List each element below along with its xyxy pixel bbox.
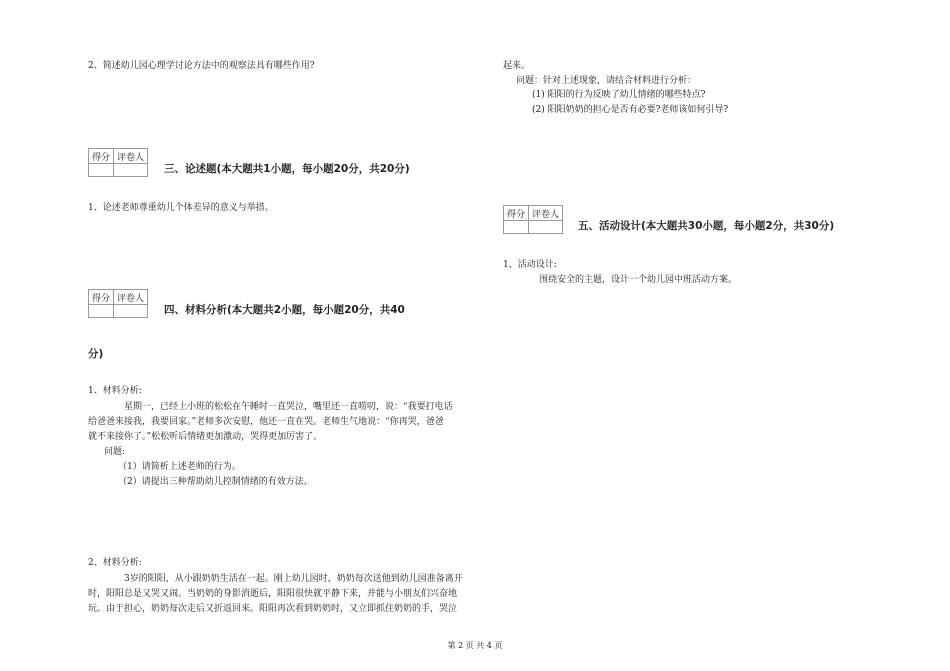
material1-paragraph-line3: 就不来接你了。”松松听后情绪更加激动，哭得更加厉害了。 [88,432,323,442]
score-label: 得分 [89,149,114,164]
score-box-section5 [503,205,563,234]
material2-label: 2、材料分析: [88,558,142,568]
score-label: 得分 [89,290,114,305]
score-label: 得分 [504,206,529,221]
score-box-section4 [88,289,148,318]
material1-question2: （2）请提出三种帮助幼儿控制情绪的有效方法。 [118,477,313,487]
section4-title-line1: 四、材料分析(本大题共2小题，每小题20分，共40 [164,304,405,316]
material1-paragraph-line1: 星期一，已经上小班的松松在午睡时一直哭泣，嘴里还一直唠叨，说：“我要打电话 [124,402,453,412]
material1-question1: （1）请简析上述老师的行为。 [118,462,241,472]
material2-paragraph-line3: 玩。由于担心，奶奶每次走后又折返回来。阳阳再次看到奶奶时，又立即抓住奶奶的手，哭泣 [88,604,458,614]
section5-question1-text: 围绕安全的主题，设计一个幼儿园中班活动方案。 [539,275,738,285]
grader-label: 评卷人 [114,290,148,305]
grader-label: 评卷人 [529,206,563,221]
page-number-footer: 第 2 页 共 4 页 [447,641,503,650]
grader-label: 评卷人 [114,149,148,164]
material1-label: 1、材料分析: [88,386,142,396]
section3-question1: 1、论述老师尊重幼儿个体差异的意义与举措。 [88,203,274,213]
section3-title: 三、论述题(本大题共1小题，每小题20分，共20分) [164,163,410,175]
question-observation: 2、简述幼儿园心理学讨论方法中的观察法具有哪些作用? [88,61,315,71]
section4-title-line2: 分) [88,348,104,360]
section5-title: 五、活动设计(本大题共30小题，每小题2分，共30分) [578,220,835,232]
material1-paragraph-line2: 给爸爸来接我，我要回家。”老师多次安慰，他还一直在哭。老师生气地说：“你再哭，爸爸 [88,417,444,427]
material2-question2: (2) 阳阳奶奶的担心是否有必要?老师该如何引导? [532,105,729,115]
material2-paragraph-line1: 3岁的阳阳，从小跟奶奶生活在一起。刚上幼儿园时，奶奶每次送他到幼儿园准备离开 [124,574,463,584]
material2-question-label: 问题：针对上述现象，请结合材料进行分析： [516,76,697,86]
material2-paragraph-line2: 时，阳阳总是又哭又闹。当奶奶的身影消逝后，阳阳很快就平静下来，并能与小朋友们兴奋地 [88,589,458,599]
material2-continuation: 起来。 [503,61,531,71]
section5-question1-label: 1、活动设计: [503,260,557,270]
material2-question1: (1) 阳阳的行为反映了幼儿情绪的哪些特点? [532,90,706,100]
material1-question-label: 问题: [104,447,126,457]
score-box-section3 [88,148,148,177]
